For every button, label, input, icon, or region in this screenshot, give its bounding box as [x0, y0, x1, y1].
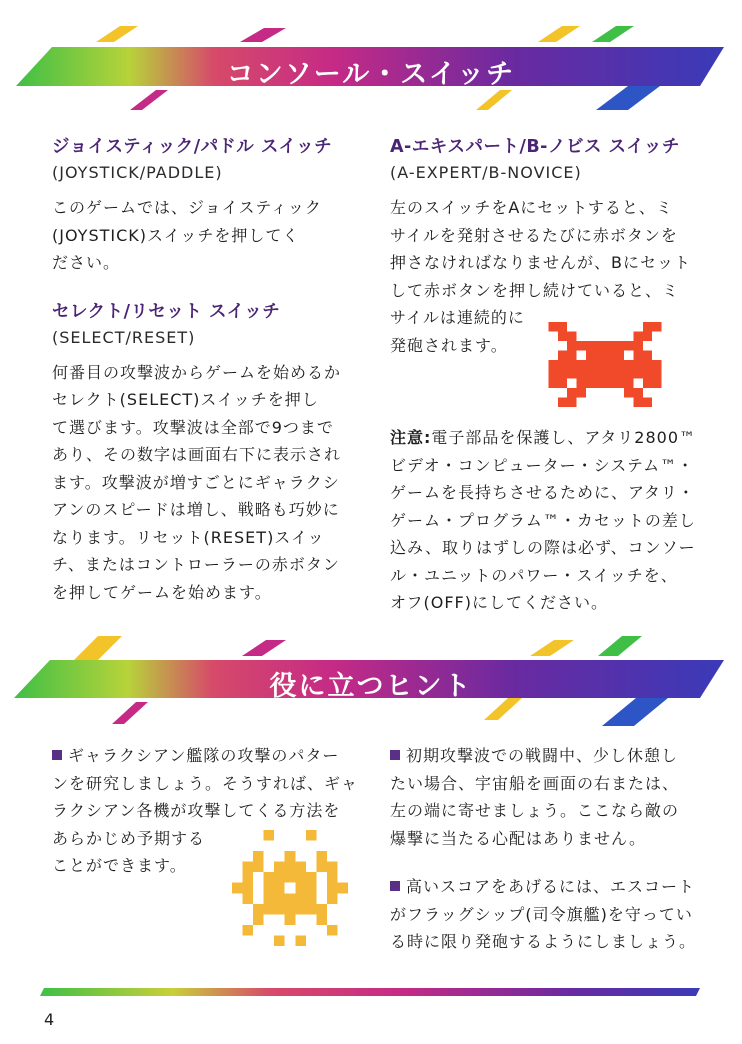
select-text-line: アンのスピードは増し、戦略も巧妙に — [52, 500, 340, 519]
hint-text-line: ラクシアン各機が攻撃してくる方法を — [52, 801, 341, 820]
hint-text-line: がフラッグシップ(司令旗艦)を守ってい — [390, 904, 693, 924]
difficulty-text-line: 左のスイッチをAにセットすると、ミ — [390, 198, 673, 217]
hint-text-line: 左の端に寄せましょう。ここなら敵の — [390, 801, 680, 820]
hint-text-line: ことができます。 — [52, 856, 187, 875]
select-text-line: チ、またはコントローラーの赤ボタン — [52, 555, 340, 574]
hint-text-line: 高いスコアをあげるには、エスコート — [406, 877, 696, 896]
select-text-line: を押してゲームを始めます。 — [52, 582, 272, 602]
caution-text-line: ビデオ・コンピューター・システム™・ — [390, 455, 695, 475]
section-banner-helpful-hints — [0, 636, 742, 731]
hint-text-line: ンを研究しましょう。そうすれば、ギャ — [52, 773, 359, 793]
select-text-line: なります。リセット(RESET)スイッ — [52, 527, 325, 547]
red-invader-icon — [545, 322, 665, 407]
joystick-text-line: ださい。 — [52, 253, 121, 272]
hints-right-column — [390, 742, 720, 956]
footer-gradient-bar — [40, 986, 700, 998]
difficulty-heading: A-エキスパート/B-ノビス スイッチ — [390, 137, 680, 157]
difficulty-text-line: 発砲されます。 — [390, 335, 508, 355]
section-banner-console-switches — [0, 22, 742, 114]
select-reset-heading-en: (SELECT/RESET) — [52, 327, 196, 347]
select-text-line: て選びます。攻撃波は全部で9つまで — [52, 417, 334, 437]
caution-text-line: 電子部品を保護し、アタリ2800™ — [431, 428, 697, 447]
joystick-text-line: このゲームでは、ジョイスティック — [52, 198, 322, 217]
difficulty-text-line: 押さなければなりませんが、Bにセット — [390, 253, 691, 272]
difficulty-text-line: サイルは連続的に — [390, 308, 525, 327]
caution-text-line: ゲーム・プログラム™・カセットの差し — [390, 510, 696, 530]
page-number: 4 — [44, 1010, 55, 1029]
joystick-heading: ジョイスティック/パドル スイッチ — [52, 137, 333, 157]
select-text-line: ます。攻撃波が増すごとにギャラクシ — [52, 472, 340, 492]
select-text-line: 何番目の攻撃波からゲームを始めるか — [52, 362, 342, 382]
caution-text-line: ル・ユニットのパワー・スイッチを、 — [390, 565, 678, 585]
caution-label: 注意: — [390, 428, 432, 447]
difficulty-text-line: サイルを発射させるたびに赤ボタンを — [390, 225, 678, 245]
select-text-line: セレクト(SELECT)スイッチを押し — [52, 390, 319, 409]
bullet-square-icon — [390, 750, 400, 760]
caution-text-line: ゲームを長持ちさせるために、アタリ・ — [390, 483, 695, 502]
hint-text-line: 爆撃に当たる心配はありません。 — [390, 828, 646, 848]
banner-title: コンソール・スイッチ — [226, 59, 516, 90]
caution-note — [390, 424, 720, 617]
select-reset-heading: セレクト/リセット スイッチ — [52, 301, 281, 322]
joystick-text-line: (JOYSTICK)スイッチを押してく — [52, 225, 300, 245]
joystick-heading-en: (JOYSTICK/PADDLE) — [52, 163, 223, 182]
caution-text-line: 込み、取りはずしの際は必ず、コンソー — [390, 538, 696, 557]
hint-text-line: ギャラクシアン艦隊の攻撃のパター — [68, 746, 340, 765]
bullet-square-icon — [390, 881, 400, 891]
yellow-invader-icon — [232, 830, 348, 946]
select-text-line: あり、その数字は画面右下に表示され — [52, 445, 342, 464]
hint-text-line: 初期攻撃波での戦闘中、少し休憩し — [406, 746, 679, 765]
caution-text-line: オフ(OFF)にしてください。 — [390, 593, 609, 612]
hint-text-line: たい場合、宇宙船を画面の右または、 — [390, 773, 680, 793]
difficulty-heading-en: (A-EXPERT/B-NOVICE) — [390, 163, 582, 182]
hint-text-line: る時に限り発砲するようにしましょう。 — [390, 932, 697, 951]
left-column-switches — [52, 134, 372, 606]
difficulty-text-line: して赤ボタンを押し続けていると、ミ — [390, 280, 680, 300]
bullet-square-icon — [52, 750, 62, 760]
banner-title: 役に立つヒント — [269, 671, 473, 702]
hint-text-line: あらかじめ予期する — [52, 828, 206, 848]
